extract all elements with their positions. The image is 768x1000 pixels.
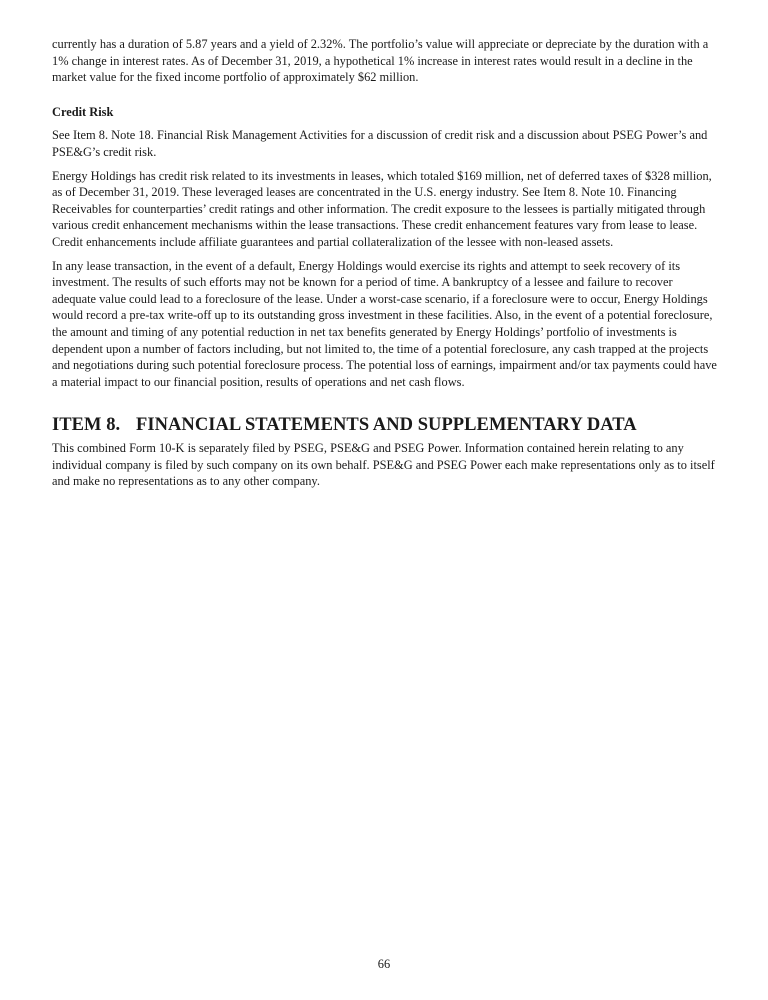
credit-risk-paragraph-2: Energy Holdings has credit risk related to its investments in leases, which totaled $169 million, net of deferred taxes of $328 million, as of December 31, 2019. These leveraged leases are concentrated in the U.S. energy industry. See Item 8. Note 10. Financing Receivables for counterparties’ credit ratings and other information. The credit exposure to the lessees is partially mitigated through various credit enhancement mechanisms within the lease transactions. These credit enhancement features vary from lease to lease. Credit enhancements include affiliate guarantees and partial collateralization of the lessee with non-leased assets.: [52, 168, 712, 249]
intro-paragraph: currently has a duration of 5.87 years and a yield of 2.32%. The portfolio’s value will appreciate or depreciate by the duration with a 1% change in interest rates. As of December 31, 2019, a hypothetical 1% increase in interest rates would result in a decline in the market value for the fixed income portfolio of approximately $62 million.: [52, 37, 709, 85]
item8-number: ITEM 8.: [52, 415, 121, 436]
item8-paragraph: This combined Form 10-K is separately filed by PSEG, PSE&G and PSEG Power. Information contained herein relating to any individual company is filed by such company on its own behalf. PSE&G and PSEG Power each make representations only as to itself and make no representations as to any other company.: [52, 441, 715, 489]
item8-title: FINANCIAL STATEMENTS AND SUPPLEMENTARY DATA: [136, 415, 637, 436]
item8-heading: [52, 414, 718, 436]
credit-risk-heading: Credit Risk: [52, 104, 114, 119]
credit-risk-paragraph-1: See Item 8. Note 18. Financial Risk Management Activities for a discussion of credit risk and a discussion about PSEG Power’s and PSE&G’s credit risk.: [52, 128, 708, 159]
credit-risk-paragraph-3: In any lease transaction, in the event of a default, Energy Holdings would exercise its rights and attempt to seek recovery of its investment. The results of such efforts may not be known for a period of time. A bankruptcy of a lessee and failure to recover adequate value could lead to a foreclosure of the lease. Under a worst-case scenario, if a foreclosure were to occur, Energy Holdings would record a pre-tax write-off up to its outstanding gross investment in these facilities. Also, in the event of a potential foreclosure, the amount and timing of any potential reduction in net tax benefits generated by Energy Holdings’ portfolio of investments is dependent upon a number of factors including, but not limited to, the time of a potential foreclosure, any cash trapped at the projects and negotiations during such potential foreclosure process. The potential loss of earnings, impairment and/or tax payments could have a material impact to our financial position, results of operations and net cash flows.: [52, 258, 717, 389]
document-page: [52, 36, 718, 490]
page-number: 66: [377, 957, 391, 971]
